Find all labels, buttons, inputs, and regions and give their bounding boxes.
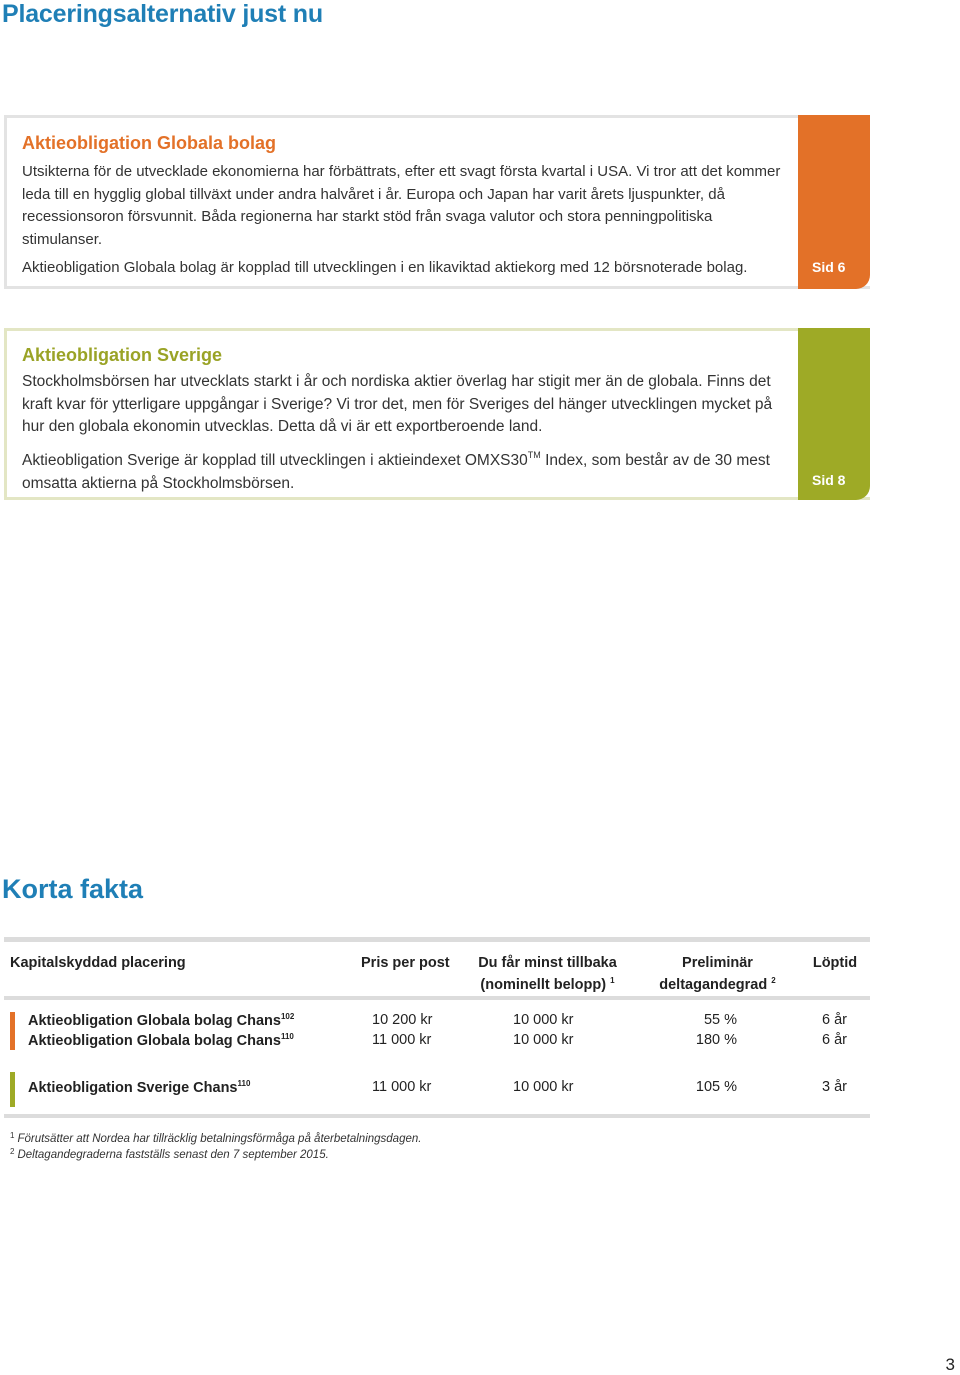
header-min-return-note: 1 <box>610 976 615 985</box>
row-min: 10 000 kr <box>513 1079 574 1095</box>
row-product-sup: 110 <box>237 1079 251 1088</box>
card-globala-title: Aktieobligation Globala bolag <box>22 133 277 153</box>
card-globala-paragraph-2: Aktieobligation Globala bolag är kopplad till utvecklingen i en likaviktad aktiekorg med 12 börsnoterade bolag. <box>22 259 748 276</box>
row-term: 6 år <box>822 1012 847 1028</box>
card-globala-page-ref[interactable]: Sid 6 <box>812 259 846 275</box>
paragraph-2-text-b: Index, som består av de 30 mest omsatta aktierna på Stockholmsbörsen. <box>22 452 770 492</box>
paragraph-2-text-a: Aktieobligation Sverige är kopplad till utvecklingen i aktieindexet OMXS30 <box>22 452 528 469</box>
table-row <box>0 1012 960 1032</box>
row-product-name: Aktieobligation Sverige Chans <box>28 1080 238 1096</box>
footnote-1-mark: 1 <box>10 1131 15 1140</box>
table-top-rule <box>4 937 870 942</box>
row-min: 10 000 kr <box>513 1012 574 1028</box>
header-rate-note: 2 <box>771 976 776 985</box>
table-row <box>0 1079 960 1099</box>
row-rate: 180 % <box>695 1032 737 1048</box>
row-product-name: Aktieobligation Globala bolag Chans <box>28 1013 281 1029</box>
card-sverige-title: Aktieobligation Sverige <box>22 345 223 365</box>
table-row <box>0 1032 960 1052</box>
row-product <box>28 1032 294 1049</box>
page-number: 3 <box>945 1355 955 1374</box>
row-product <box>28 1079 250 1096</box>
card-globala-body <box>22 118 792 276</box>
card-sverige-page-tab[interactable] <box>798 328 870 500</box>
card-sverige <box>4 328 870 500</box>
card-globala-paragraph-1: Utsikterna för de utvecklade ekonomierna har förbättrats, efter ett svagt första kvartal i USA. Vi tror att det kommer leda till en hygglig global tillväxt under andra halvåret i år. Europa och Japan har varit årets ljuspunkter, då recessionsoron försvunnit. Båda regionerna har starkt stöd från svaga valutor och stora penningpolitiska stimulanser. <box>22 163 781 248</box>
row-product-sup: 110 <box>280 1032 294 1041</box>
row-term: 6 år <box>822 1032 847 1048</box>
footnote-2-mark: 2 <box>10 1147 15 1156</box>
header-min-return-line2: (nominellt belopp) <box>480 977 607 993</box>
footnote-2 <box>10 1147 329 1161</box>
header-product: Kapitalskyddad placering <box>10 955 186 971</box>
card-sverige-page-ref[interactable]: Sid 8 <box>812 472 846 488</box>
header-rate <box>620 955 815 994</box>
row-price: 10 200 kr <box>372 1012 433 1028</box>
row-price: 11 000 kr <box>372 1079 432 1095</box>
row-rate: 105 % <box>695 1079 737 1095</box>
row-term: 3 år <box>822 1079 847 1095</box>
row-product-sup: 102 <box>280 1012 295 1021</box>
card-sverige-paragraph-2 <box>22 444 792 495</box>
card-globala-page-tab[interactable] <box>798 115 870 289</box>
header-rate-line2: deltagandegrad <box>659 977 768 993</box>
footnote-1 <box>10 1131 421 1145</box>
footnote-1-text: Förutsätter att Nordea har tillräcklig betalningsförmåga på återbetalningsdagen. <box>17 1133 422 1145</box>
row-min: 10 000 kr <box>513 1032 574 1048</box>
trademark-mark: TM <box>527 450 541 460</box>
card-sverige-paragraph-1: Stockholmsbörsen har utvecklats starkt i år och nordiska aktier överlag har stigit mer än de globala. Finns det kraft kvar för ytterligare uppgångar i Sverige? Vi tror det, men för Sveriges del hänger utvecklingen mycket på hur den globala ekonomin utvecklas. Detta då vi är ett exportberoende land. <box>22 373 773 435</box>
page-title: Placeringsalternativ just nu <box>2 0 323 28</box>
header-price: Pris per post <box>361 955 450 971</box>
footnote-2-text: Deltagandegraderna fastställs senast den 7 september 2015. <box>17 1149 329 1161</box>
header-rate-line1: Preliminär <box>682 955 753 971</box>
card-sverige-body <box>22 331 792 492</box>
table-bottom-rule <box>4 1114 870 1118</box>
row-rate: 55 % <box>703 1012 737 1028</box>
header-min-return-line1: Du får minst tillbaka <box>478 955 617 971</box>
card-globala-bolag <box>4 115 870 289</box>
row-product-name: Aktieobligation Globala bolag Chans <box>28 1033 281 1049</box>
row-product <box>28 1012 294 1029</box>
facts-title: Korta fakta <box>2 874 144 904</box>
header-term: Löptid <box>812 955 858 971</box>
table-header-rule <box>4 996 870 1000</box>
row-price: 11 000 kr <box>372 1032 432 1048</box>
